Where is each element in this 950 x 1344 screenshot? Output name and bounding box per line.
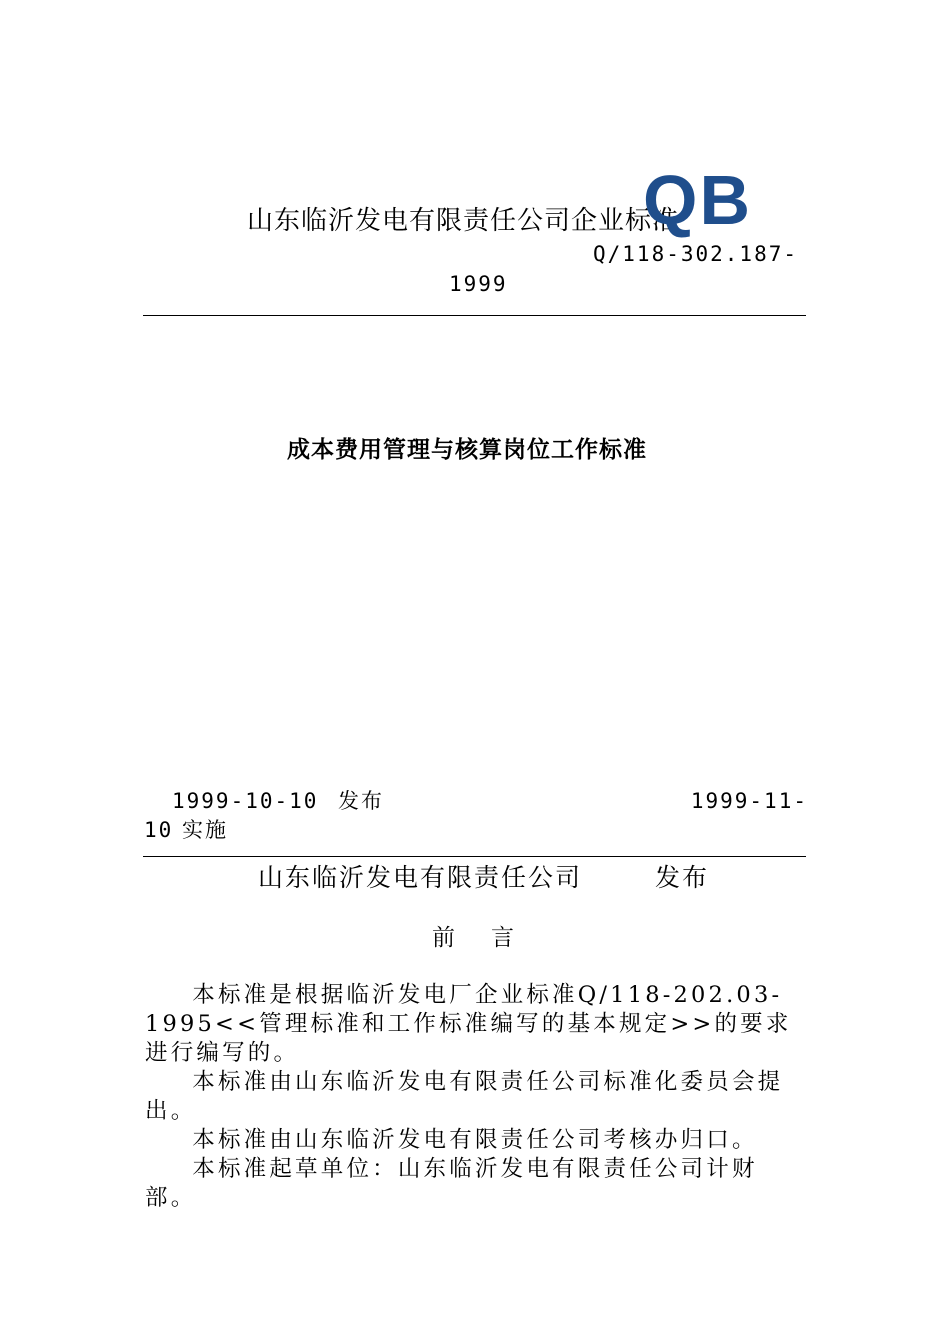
document-title: 成本费用管理与核算岗位工作标准 <box>287 437 647 463</box>
issue-date: 1999-10-10 <box>172 789 319 813</box>
foreword-paragraph: 本标准起草单位：山东临沂发电有限责任公司计财部。 <box>145 1156 758 1211</box>
top-divider <box>143 315 806 316</box>
foreword-paragraph: 本标准由山东临沂发电有限责任公司考核办归口。 <box>192 1127 758 1153</box>
issue-label: 发布 <box>338 789 384 813</box>
foreword-heading-char-2: 言 <box>491 925 514 951</box>
publisher-name: 山东临沂发电有限责任公司 <box>258 863 583 892</box>
company-standard-header: 山东临沂发电有限责任公司企业标准 <box>247 206 680 236</box>
publisher-label: 发布 <box>655 863 710 892</box>
dates-row <box>172 786 808 816</box>
effective-label: 实施 <box>182 818 228 842</box>
bottom-divider <box>143 856 806 857</box>
foreword-paragraph: 本标准由山东临沂发电有限责任公司标准化委员会提出。 <box>145 1069 784 1124</box>
qb-logo: QB <box>643 161 752 239</box>
foreword-heading <box>432 922 514 954</box>
effective-date: 1999-11- <box>690 789 808 813</box>
foreword-heading-char-1: 前 <box>432 925 455 951</box>
effective-date-day: 10 <box>144 818 174 842</box>
standard-number-year: 1999 <box>449 272 508 296</box>
foreword-paragraph: 本标准是根据临沂发电厂企业标准Q/118-202.03-1995<<管理标准和工作标准编写的基本规定>>的要求进行编写的。 <box>145 982 792 1066</box>
foreword-body <box>145 981 808 1213</box>
standard-number: Q/118-302.187- <box>593 242 799 266</box>
